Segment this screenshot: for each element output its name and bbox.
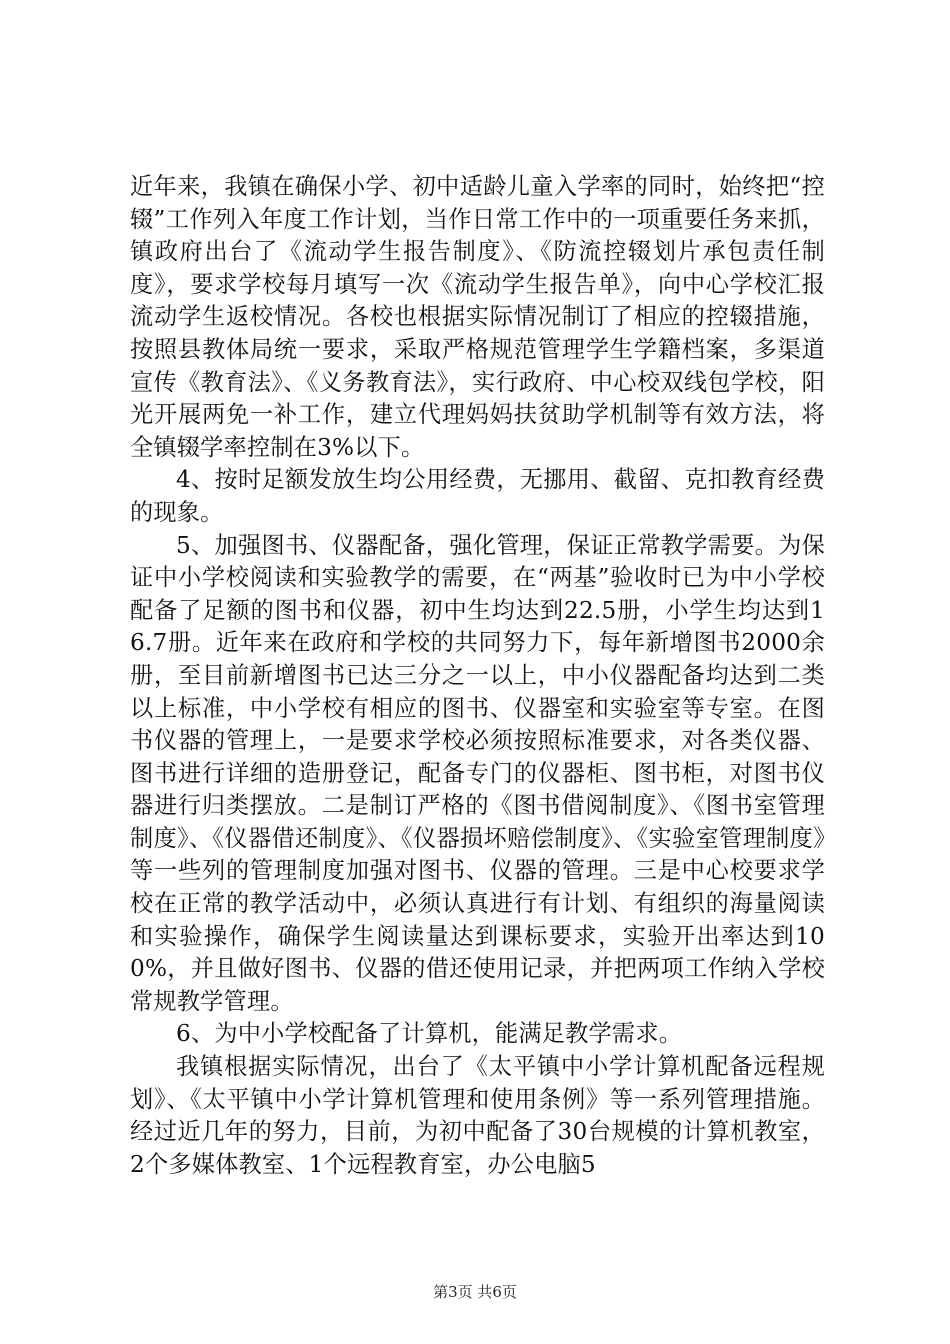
paragraph-dropout-control: 近年来，我镇在确保小学、初中适龄儿童入学率的同时，始终把“控辍”工作列入年度工作计划，当作日常工作中的一项重要任务来抓，镇政府出台了《流动学生报告制度》、《防流控辍划片承包责任制度》，要求学校每月填写一次《流动学生报告单》，向中心学校汇报流动学生返校情况。各校也根据实际情况制订了相应的控辍措施，按照县教体局统一要求，采取严格规范管理学生学籍档案，多渠道宣传《教育法》、《义务教育法》，实行政府、中心校双线包学校，阳光开展两免一补工作，建立代理妈妈扶贫助学机制等有效方法，将全镇辍学率控制在3%以下。	[130, 173, 825, 461]
document-body	[130, 171, 825, 1181]
paragraph-item-4-funding: 4、按时足额发放生均公用经费，无挪用、截留、克扣教育经费的现象。	[130, 466, 825, 526]
page-footer	[0, 1281, 950, 1302]
paragraph-item-6-computers: 6、为中小学校配备了计算机，能满足教学需求。	[176, 1020, 683, 1048]
paragraph-computer-plan: 我镇根据实际情况，出台了《太平镇中小学计算机配备远程规划》、《太平镇中小学计算机管理和使用条例》等一系列管理措施。经过近几年的努力，目前，为初中配备了30台规模的计算机教室，2个多媒体教室、1个远程教育室，办公电脑5	[130, 1053, 825, 1178]
page-number: 第3页 共6页	[433, 1283, 517, 1301]
paragraph-item-5-books-instruments: 5、加强图书、仪器配备，强化管理，保证正常教学需要。为保证中小学校阅读和实验教学的需要，在“两基”验收时已为中小学校配备了足额的图书和仪器，初中生均达到22.5册，小学生均达到16.7册。近年来在政府和学校的共同努力下，每年新增图书2000余册，至目前新增图书已达三分之一以上，中小仪器配备均达到二类以上标准，中小学校有相应的图书、仪器室和实验室等专室。在图书仪器的管理上，一是要求学校必须按照标准要求，对各类仪器、图书进行详细的造册登记，配备专门的仪器柜、图书柜，对图书仪器进行归类摆放。二是制订严格的《图书借阅制度》、《图书室管理制度》、《仪器借还制度》、《仪器损坏赔偿制度》、《实验室管理制度》等一些列的管理制度加强对图书、仪器的管理。三是中心校要求学校在正常的教学活动中，必须认真进行有计划、有组织的海量阅读和实验操作，确保学生阅读量达到课标要求，实验开出率达到100%，并且做好图书、仪器的借还使用记录，并把两项工作纳入学校常规教学管理。	[130, 531, 825, 1015]
